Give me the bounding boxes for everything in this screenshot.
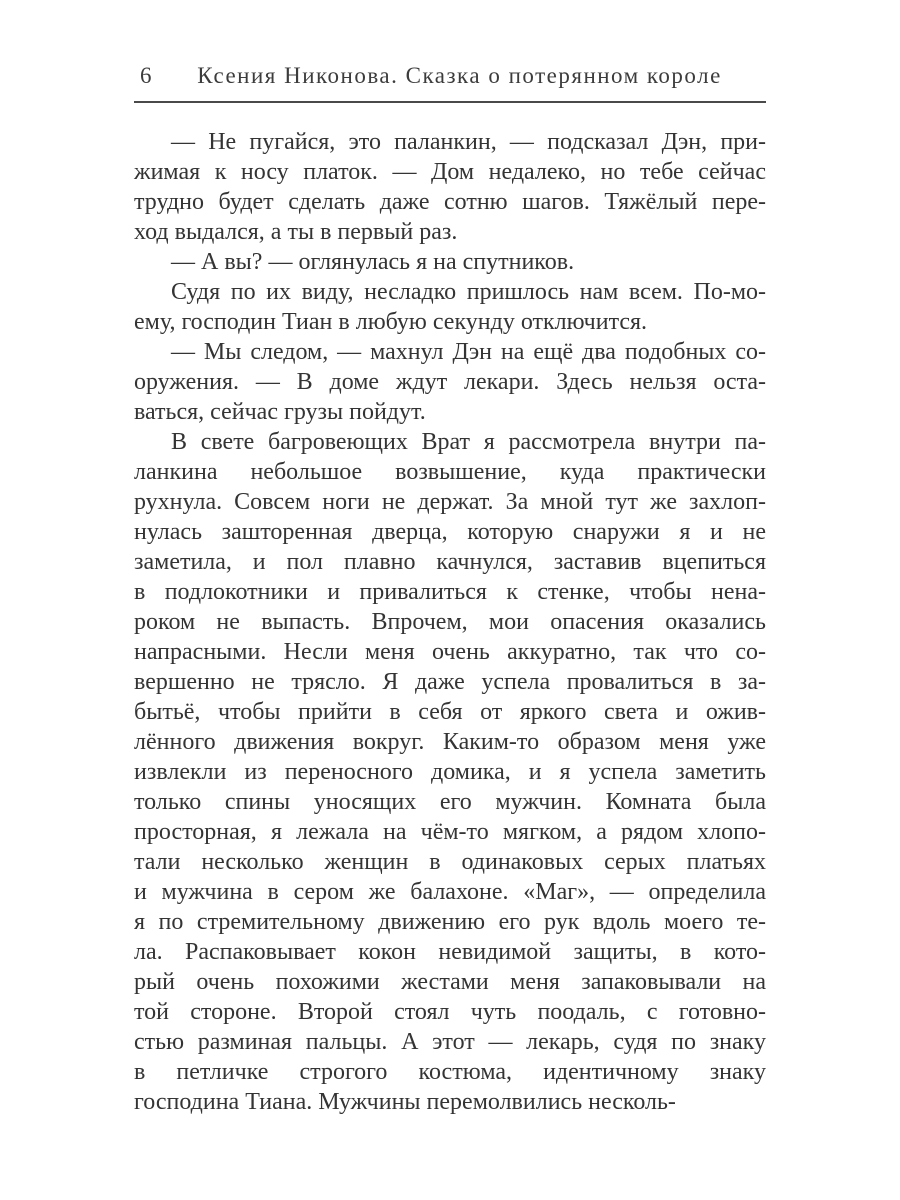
text-line: рухнула. Совсем ноги не держат. За мной тут же захлоп- bbox=[134, 489, 766, 515]
paragraph bbox=[134, 427, 766, 1117]
text-line: бытьё, чтобы прийти в себя от яркого света и ожив- bbox=[134, 699, 766, 725]
text-line: только спины уносящих его мужчин. Комната была bbox=[134, 789, 766, 815]
text-line: я по стремительному движению его рук вдоль моего те- bbox=[134, 909, 766, 935]
text-line: господина Тиана. Мужчины перемолвились несколь- bbox=[134, 1089, 676, 1115]
text-line: просторная, я лежала на чём-то мягком, а рядом хлопо- bbox=[134, 819, 766, 845]
running-title: Ксения Никонова. Сказка о потерянном короле bbox=[197, 63, 722, 88]
text-line: рый очень похожими жестами меня запаковывали на bbox=[134, 969, 766, 995]
text-line: ваться, сейчас грузы пойдут. bbox=[134, 399, 426, 425]
page-body bbox=[134, 127, 766, 1117]
text-line: — Не пугайся, это паланкин, — подсказал Дэн, при- bbox=[171, 129, 766, 155]
paragraph bbox=[134, 277, 766, 337]
paragraph bbox=[134, 127, 766, 247]
text-line: жимая к носу платок. — Дом недалеко, но тебе сейчас bbox=[134, 159, 766, 185]
text-line: извлекли из переносного домика, и я успела заметить bbox=[134, 759, 766, 785]
text-line: заметила, и пол плавно качнулся, заставив вцепиться bbox=[134, 549, 766, 575]
text-line: — Мы следом, — махнул Дэн на ещё два подобных со- bbox=[171, 339, 766, 365]
text-line: трудно будет сделать даже сотню шагов. Тяжёлый пере- bbox=[134, 189, 766, 215]
text-line: тали несколько женщин в одинаковых серых платьях bbox=[134, 849, 766, 875]
text-line: В свете багровеющих Врат я рассмотрела внутри па- bbox=[171, 429, 766, 455]
text-line: лённого движения вокруг. Каким-то образом меня уже bbox=[134, 729, 766, 755]
text-line: стью разминая пальцы. А этот — лекарь, судя по знаку bbox=[134, 1029, 766, 1055]
text-line: в подлокотники и привалиться к стенке, чтобы нена- bbox=[134, 579, 766, 605]
text-line: оружения. — В доме ждут лекари. Здесь нельзя оста- bbox=[134, 369, 766, 395]
text-line: вершенно не трясло. Я даже успела провалиться в за- bbox=[134, 669, 766, 695]
text-line: напрасными. Несли меня очень аккуратно, так что со- bbox=[134, 639, 766, 665]
page-header bbox=[134, 62, 766, 90]
text-line: ход выдался, а ты в первый раз. bbox=[134, 219, 458, 245]
text-line: той стороне. Второй стоял чуть поодаль, с готовно- bbox=[134, 999, 766, 1025]
text-line: в петличке строгого костюма, идентичному знаку bbox=[134, 1059, 766, 1085]
text-line: роком не выпасть. Впрочем, мои опасения оказались bbox=[134, 609, 766, 635]
header-rule bbox=[134, 101, 766, 103]
text-line: и мужчина в сером же балахоне. «Маг», — определила bbox=[134, 879, 766, 905]
text-line: — А вы? — оглянулась я на спутников. bbox=[171, 249, 575, 275]
text-line: ланкина небольшое возвышение, куда практически bbox=[134, 459, 766, 485]
text-line: нулась зашторенная дверца, которую снаружи я и не bbox=[134, 519, 766, 545]
paragraph bbox=[134, 337, 766, 427]
paragraph bbox=[134, 247, 766, 277]
text-line: ла. Распаковывает кокон невидимой защиты, в кото- bbox=[134, 939, 766, 965]
text-line: Судя по их виду, несладко пришлось нам всем. По-мо- bbox=[171, 279, 766, 305]
text-line: ему, господин Тиан в любую секунду отключится. bbox=[134, 309, 648, 335]
page-number: 6 bbox=[140, 63, 153, 88]
